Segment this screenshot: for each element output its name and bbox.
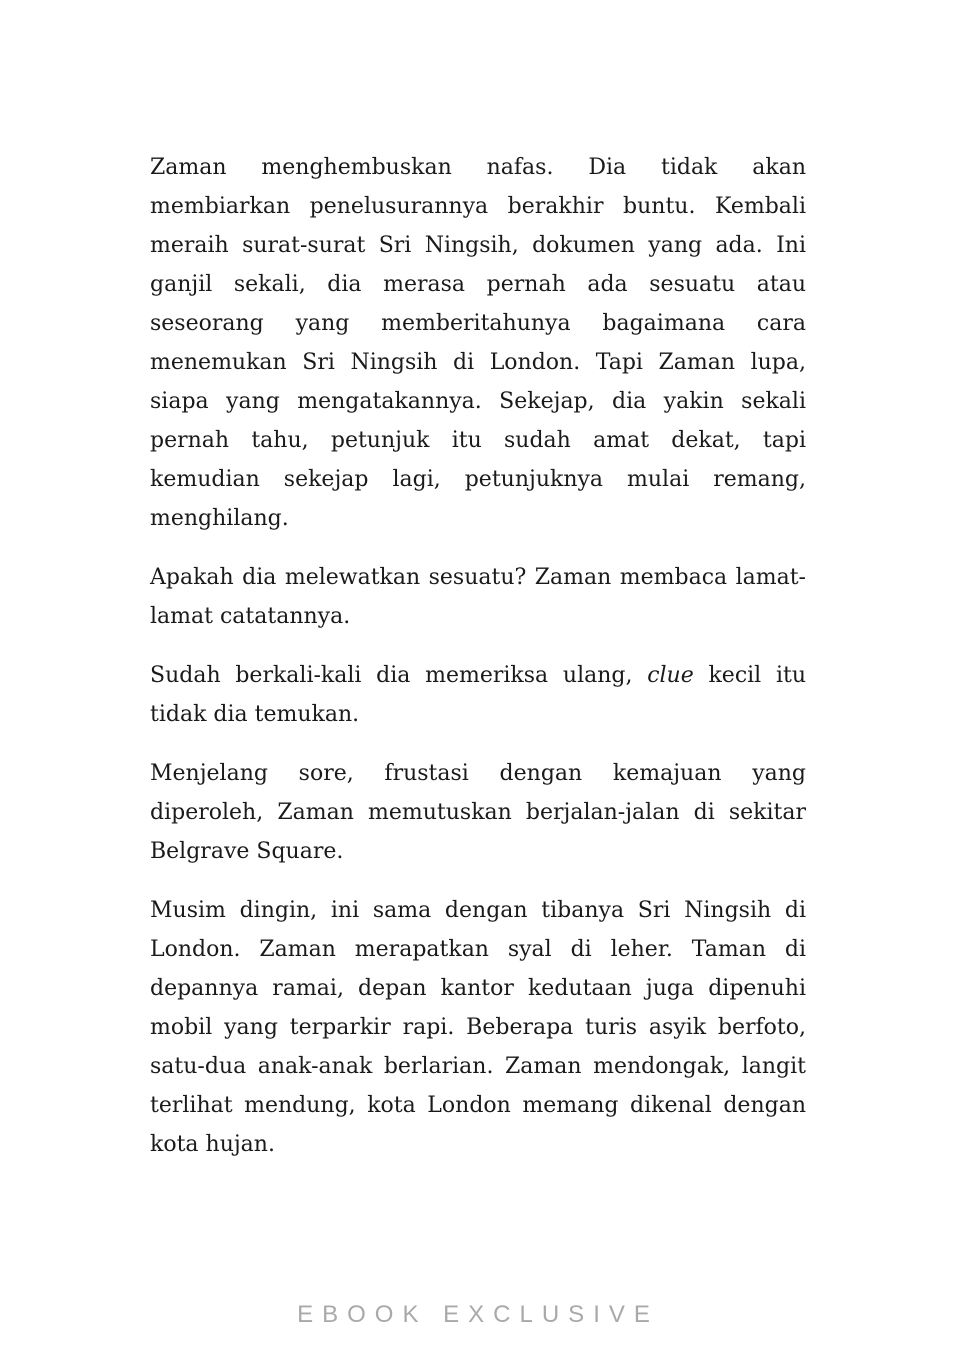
italic-word: clue (647, 663, 694, 688)
paragraph: Zaman menghembuskan nafas. Dia tidak akan membiarkan penelusurannya berakhir buntu. Kembali meraih surat-surat Sri Ningsih, dokumen yang ada. Ini ganjil sekali, dia merasa pernah ada sesuatu atau seseorang yang memberitahunya bagaimana cara menemukan Sri Ningsih di London. Tapi Zaman lupa, siapa yang mengatakannya. Sekejap, dia yakin sekali pernah tahu, petunjuk itu sudah amat dekat, tapi kemudian sekejap lagi, petunjuknya mulai remang, menghilang. (150, 155, 806, 531)
paragraph: Musim dingin, ini sama dengan tibanya Sri Ningsih di London. Zaman merapatkan syal di leher. Taman di depannya ramai, depan kantor kedutaan juga dipenuhi mobil yang terparkir rapi. Beberapa turis asyik berfoto, satu-dua anak-anak berlarian. Zaman mendongak, langit terlihat mendung, kota London memang dikenal dengan kota hujan. (150, 898, 806, 1157)
paragraph-text: Sudah berkali-kali dia memeriksa ulang, (150, 663, 648, 688)
page-body (150, 148, 806, 1164)
footer-watermark: EBOOK EXCLUSIVE (297, 1301, 659, 1328)
paragraph-text: kecil itu tidak dia temukan. (150, 663, 806, 727)
paragraph: Apakah dia melewatkan sesuatu? Zaman membaca lamat-lamat catatannya. (150, 565, 806, 629)
paragraph: Menjelang sore, frustasi dengan kemajuan yang diperoleh, Zaman memutuskan berjalan-jalan di sekitar Belgrave Square. (150, 761, 806, 864)
paragraph (150, 656, 806, 734)
